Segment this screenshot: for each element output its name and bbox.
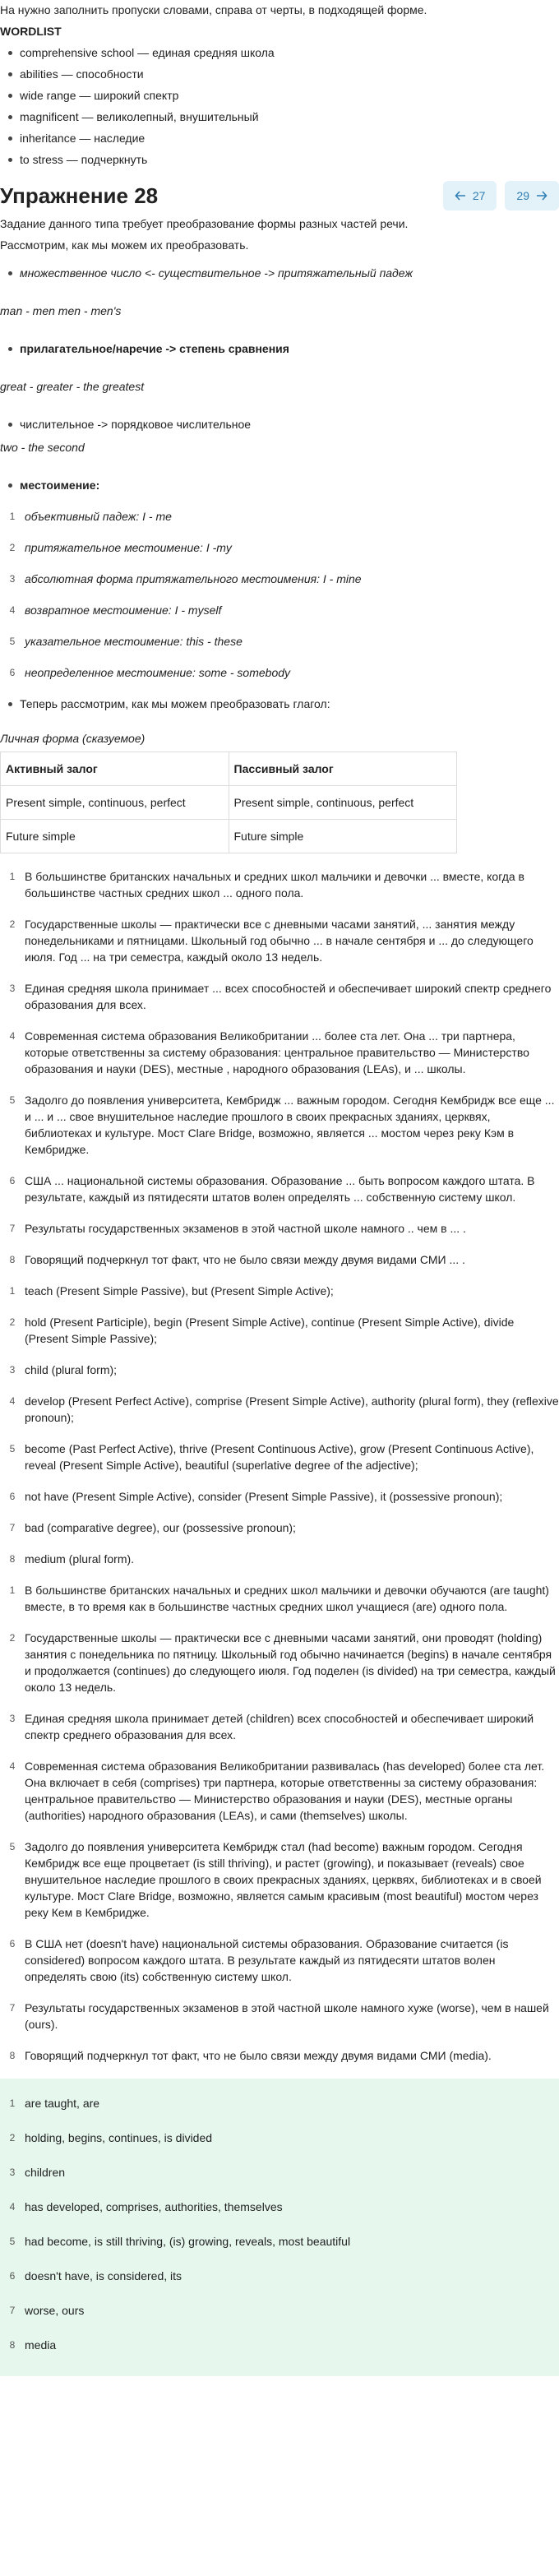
questions-list xyxy=(0,868,559,1268)
table-cell: Present simple, continuous, perfect xyxy=(1,786,229,820)
answer-item: 8 media xyxy=(9,2338,57,2352)
table-header-row xyxy=(1,752,457,786)
table-header: Пассивный залог xyxy=(229,752,457,786)
rule-example: great - greater - the greatest xyxy=(0,380,145,393)
list-item: 8 Говорящий подчеркнул тот факт, что не было связи между двумя видами СМИ ... . xyxy=(9,1253,465,1266)
task-instruction: На нужно заполнить пропуски словами, справа от черты, в подходящей форме. xyxy=(0,3,427,16)
wordlist-title: WORDLIST xyxy=(0,25,62,38)
table-row xyxy=(1,786,457,820)
arrow-right-icon xyxy=(536,190,547,201)
list-item: 7 bad (comparative degree), our (possessive pronoun); xyxy=(9,1521,296,1534)
list-item: 7 Результаты государственных экзаменов в этой частной школе намного .. чем в ... . xyxy=(9,1222,466,1235)
answer-item: 4 has developed, comprises, authorities, themselves xyxy=(9,2200,283,2213)
prev-exercise-label: 27 xyxy=(472,189,486,202)
exercise-header xyxy=(0,181,559,210)
exercise-nav xyxy=(443,181,559,210)
prev-exercise-button[interactable] xyxy=(443,181,497,210)
theory-section xyxy=(0,215,559,853)
answer-item: 3 children xyxy=(9,2166,66,2179)
table-cell: Present simple, continuous, perfect xyxy=(229,786,457,820)
list-item: 5 Задолго до появления университета Кембридж стал (had become) важным городом. Сегодня Кембридж все еще процветает (is still thriving), и растет (growing), и показывает (reveals) свое внушительное наследие прошлого в своих прекрасных зданиях, церквях, библиотеках и в своей культуре. Мост Clare Bridge, возможно, является самым красивым (most beautiful) мостом через реку Кем в Кембридже. xyxy=(9,1840,542,1919)
rule-verb: Теперь рассмотрим, как мы можем преобразовать глагол: xyxy=(0,696,559,712)
list-item: 2 Государственные школы — практически все с дневными часами занятий, ... занятия между понедельниками и пятницами. Школьный год обычно ... в начале сентября и ... до следующего июля. Год ... на три семестра, каждый около 13 недель. xyxy=(9,918,534,964)
answer-item: 2 holding, begins, continues, is divided xyxy=(9,2131,213,2144)
table-row xyxy=(1,820,457,853)
verbs-list xyxy=(0,1283,559,1567)
rule-noun: множественное число <- существительное -> притяжательный падеж xyxy=(0,265,559,281)
wordlist-item: abilities — способности xyxy=(8,66,559,82)
wordlist xyxy=(0,44,559,168)
next-exercise-label: 29 xyxy=(516,189,529,202)
list-item: 1 объективный падеж: I - me xyxy=(9,510,172,523)
translations-list xyxy=(0,1582,559,2064)
rule-example: man - men men - men's xyxy=(0,304,122,317)
theory-intro: Задание данного типа требует преобразование формы разных частей речи. xyxy=(0,217,409,230)
list-item: 5 указательное местоимение: this - these xyxy=(9,635,243,648)
wordlist-item: comprehensive school — единая средняя школа xyxy=(8,44,559,61)
pronoun-list xyxy=(0,508,559,681)
list-item: 1 В большинстве британских начальных и средних школ мальчики и девочки обучаются (are taught) вместе, в то время как в большинстве частных средних школ учащиеся (are) одного пола. xyxy=(9,1584,549,1613)
list-item: 6 США ... национальной системы образования. Образование ... быть вопросом каждого штата. В результате, каждый из пятидесяти штатов волен определять ... собственную систему школ. xyxy=(9,1174,535,1204)
answer-item: 5 had become, is still thriving, (is) growing, reveals, most beautiful xyxy=(9,2235,351,2248)
list-item: 1 В большинстве британских начальных и средних школ мальчики и девочки ... вместе, когда в большинстве частных средних школ ... одного пола. xyxy=(9,870,524,900)
voice-table xyxy=(0,752,457,853)
answer-item: 6 doesn't have, is considered, its xyxy=(9,2269,182,2282)
list-item: 3 абсолютная форма притяжательного местоимения: I - mine xyxy=(9,572,362,585)
wordlist-item: wide range — широкий спектр xyxy=(8,87,559,104)
wordlist-item: inheritance — наследие xyxy=(8,130,559,146)
rule-numeral: числительное -> порядковое числительное xyxy=(0,416,559,432)
list-item: 5 become (Past Perfect Active), thrive (Present Continuous Active), grow (Present Continuous Active), reveal (Present Simple Active), beautiful (superlative degree of the adjective); xyxy=(9,1442,534,1472)
table-cell: Future simple xyxy=(1,820,229,853)
rule-example: two - the second xyxy=(0,441,85,454)
table-cell: Future simple xyxy=(229,820,457,853)
list-item: 4 Современная система образования Великобритании ... более ста лет. Она ... три партнера, которые ответственны за систему образования: центральное правительство — Министерство образования и науки (DES), местные , народного образования (LEAs), и ... школы. xyxy=(9,1029,529,1075)
next-exercise-button[interactable] xyxy=(505,181,559,210)
list-item: 4 возвратное местоимение: I - myself xyxy=(9,604,222,617)
answers-block xyxy=(0,2079,559,2376)
answer-item: 1 are taught, are xyxy=(9,2097,100,2110)
list-item: 4 Современная система образования Великобритании развивалась (has developed) более ста лет. Она включает в себя (comprises) три партнера, которые ответственны за систему образования: центральное правительство — Министерство образования и науки (DES), местные органы (authorities) народного образования (LEAs), и сами (themselves) школы. xyxy=(9,1760,545,1822)
rule-pronoun: местоимение: xyxy=(0,477,559,493)
list-item: 3 Единая средняя школа принимает детей (children) всех способностей и обеспечивает широкий спектр среднего образования для всех. xyxy=(9,1712,534,1741)
list-item: 6 В США нет (doesn't have) национальной системы образования. Образование считается (is considered) вопросом каждого штата. В результате каждый из пятидесяти штатов волен определять свою (its) собственную систему школ. xyxy=(9,1937,509,1983)
list-item: 8 Говорящий подчеркнул тот факт, что не было связи между двумя видами СМИ (media). xyxy=(9,2049,492,2062)
theory-intro: Рассмотрим, как мы можем их преобразовать. xyxy=(0,238,249,252)
exercise-title: Упражнение 28 xyxy=(0,183,159,208)
list-item: 2 Государственные школы — практически все с дневными часами занятий, они проводят (holding) занятия с понедельника по пятницу. Школьный год обычно начинается (begins) в начале сентября и продолжается (continues) до следующего июля. Год поделен (is divided) на три семестра, каждый около 13 недель. xyxy=(9,1631,556,1694)
personal-form-label: Личная форма (сказуемое) xyxy=(0,732,146,745)
list-item: 2 притяжательное местоимение: I -my xyxy=(9,541,232,554)
wordlist-item: to stress — подчеркнуть xyxy=(8,151,559,168)
list-item: 1 teach (Present Simple Passive), but (Present Simple Active); xyxy=(9,1284,334,1297)
rule-adjective: прилагательное/наречие -> степень сравнения xyxy=(0,340,559,357)
list-item: 6 неопределенное местоимение: some - somebody xyxy=(9,666,291,679)
list-item: 3 Единая средняя школа принимает ... всех способностей и обеспечивает широкий спектр среднего образования для всех. xyxy=(9,982,552,1011)
list-item: 2 hold (Present Participle), begin (Present Simple Active), continue (Present Simple Active), divide (Present Simple Passive); xyxy=(9,1316,515,1345)
list-item: 5 Задолго до появления университета, Кембридж ... важным городом. Сегодня Кембридж все еще ... и ... и ... свое внушительное наследие прошлого в своих прекрасных зданиях, церквях, библиотеках и культуре. Мост Clare Bridge, возможно, является ... мостом через реку Кэм в Кембридже. xyxy=(9,1094,555,1156)
wordlist-item: magnificent — великолепный, внушительный xyxy=(8,109,559,125)
table-header: Активный залог xyxy=(1,752,229,786)
list-item: 4 develop (Present Perfect Active), comprise (Present Simple Active), authority (plural form), they (reflexive pronoun); xyxy=(9,1394,559,1424)
list-item: 8 medium (plural form). xyxy=(9,1552,135,1565)
arrow-left-icon xyxy=(455,190,466,201)
wordlist-section xyxy=(0,23,559,168)
answer-item: 7 worse, ours xyxy=(9,2304,85,2317)
list-item: 7 Результаты государственных экзаменов в этой частной школе намного хуже (worse), чем в нашей (ours). xyxy=(9,2001,549,2031)
list-item: 6 not have (Present Simple Active), consider (Present Simple Passive), it (possessive pronoun); xyxy=(9,1490,503,1503)
list-item: 3 child (plural form); xyxy=(9,1363,118,1376)
